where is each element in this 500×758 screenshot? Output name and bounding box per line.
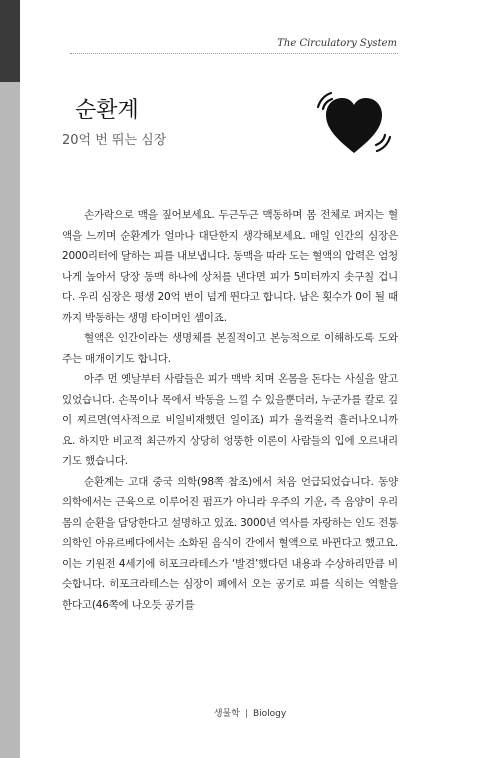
footer-book-title: 생물학 [213,709,240,719]
paragraph: 혈액은 인간이라는 생명체를 본질적이고 본능적으로 이해하도록 도와주는 매개이기도 합니다. [62,332,398,365]
paragraph: 순환계는 고대 중국 의학(98쪽 참조)에서 처음 언급되었습니다. 동양의학에서는 근육으로 이루어진 펌프가 아니라 우주의 기운, 즉 음양이 우리 몸의 순환을 담당한다고 설명하고 있죠. 3000년 역사를 자랑하는 인도 전통 의학인 아유르베다에서는 소화된 음식이 간에서 혈액으로 바뀐다고 했고요. 이는 기원전 4세기에 히포크라테스가 ‘발견’했다던 내용과 수상하리만큼 비슷합니다. 히포크라테스는 심장이 폐에서 오는 공기로 피를 식히는 역할을 한다고(46쪽에 나오듯 공기를 [62,475,398,611]
chapter-subtitle: 20억 번 뛰는 심장 [62,133,167,148]
chapter-title: 순환계 [75,98,139,123]
body-text [62,205,398,615]
side-bar-grey [0,82,20,758]
side-bar-dark [0,0,20,82]
heart-shape [326,98,382,153]
paragraph: 손가락으로 맥을 짚어보세요. 두근두근 맥동하며 몸 전체로 퍼지는 혈액을 느끼며 순환계가 얼마나 대단한지 생각해보세요. 매일 인간의 심장은 2000리터에 달하는 피를 내보냅니다. 동맥을 따라 도는 혈액의 압력은 엄청나게 높아서 당장 동맥 하나에 상처를 낸다면 피가 5미터까지 솟구칠 겁니다. 우리 심장은 평생 20억 번이 넘게 뛴다고 합니다. 남은 횟수가 0이 될 때까지 박동하는 생명 타이머인 셈이죠. [62,209,398,324]
header-divider [70,53,398,54]
running-head: The Circulatory System [277,38,397,49]
beating-heart-icon [312,87,396,159]
paragraph: 아주 먼 옛날부터 사람들은 피가 맥박 치며 온몸을 돈다는 사실을 알고 있었습니다. 손목이나 목에서 박동을 느낄 수 있을뿐더러, 누군가를 칼로 깊이 찌르면(역사적으로 비일비재했던 일이죠) 피가 울컥울컥 흘러나오니까요. 하지만 비교적 최근까지 상당히 엉뚱한 이론이 사람들의 입에 오르내리기도 했습니다. [62,373,398,467]
pulse-line-bottom-right-inner [376,135,385,145]
page-footer [0,706,500,719]
footer-separator: | [244,709,248,719]
footer-english-title: Biology [252,709,287,719]
